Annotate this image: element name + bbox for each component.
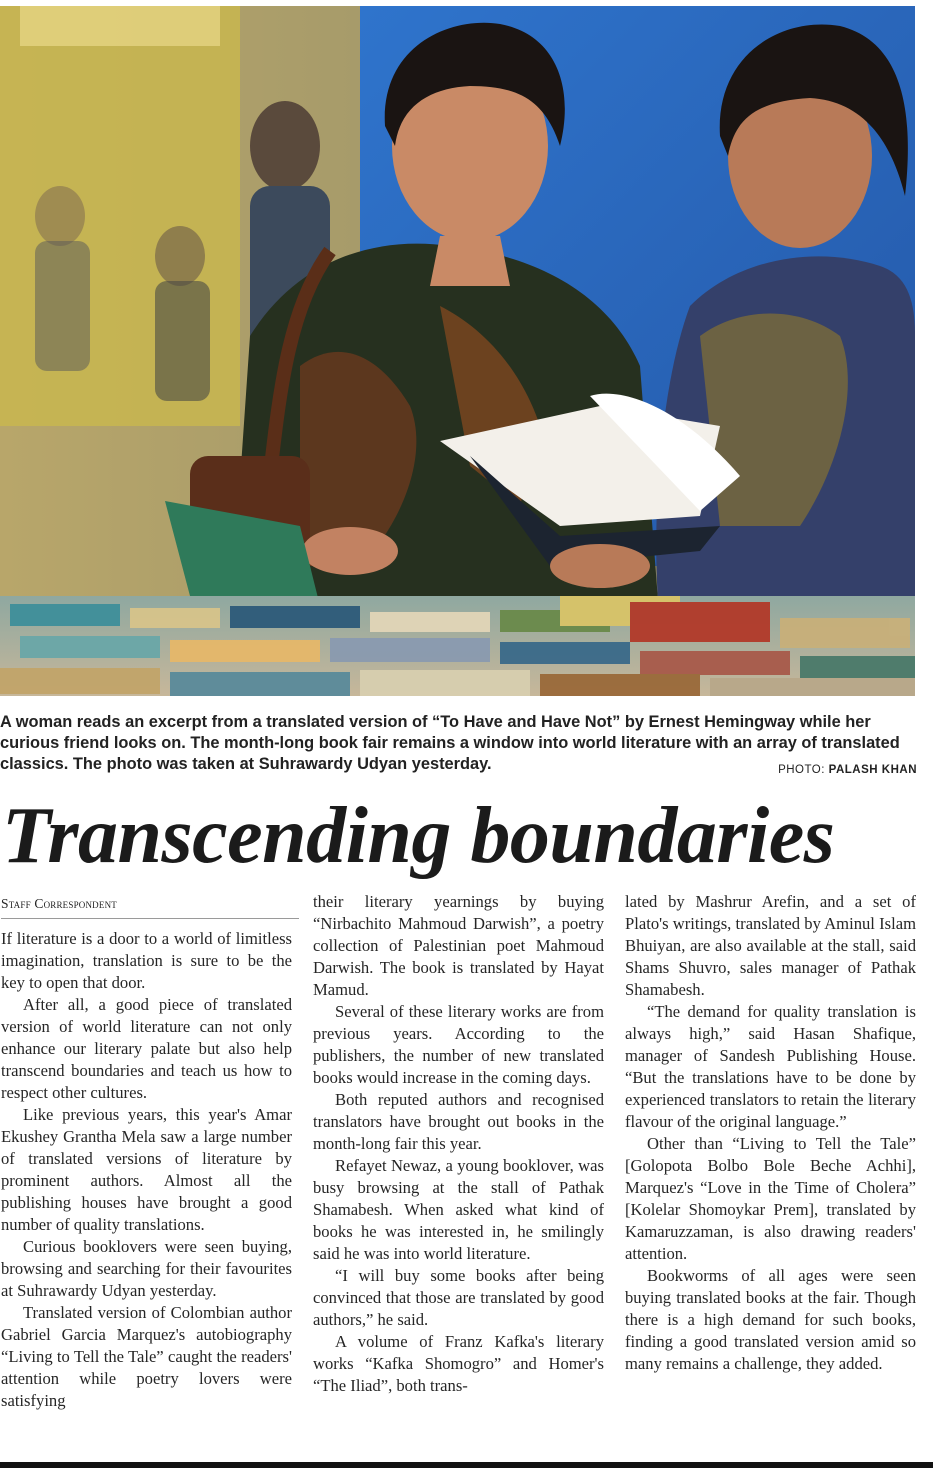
photo-caption: A woman reads an excerpt from a translated version of “To Have and Have Not” by Ernest Hemingway while her curious friend looks on. The month-long book fair remains a window into world literature with an array of translated classics. The photo was taken at Suhrawardy Udyan yesterday. [0,713,900,773]
headline: Transcending boundaries [2,792,835,880]
bottom-rule [0,1462,933,1468]
article-column-2 [313,891,604,1462]
article-column-3 [625,891,916,1462]
paragraph: “The demand for quality translation is always high,” said Hasan Shafique, manager of Sandesh Publishing House. “But the translations have to be done by experienced translators to retain the literary flavour of the original language.” [625,1002,916,1131]
paragraph: Several of these literary works are from previous years. According to the publishers, the number of new translated books would increase in the coming days. [313,1002,604,1087]
paragraph: their literary yearnings by buying “Nirbachito Mahmoud Darwish”, a poetry collection of Palestinian poet Mahmoud Darwish. The book is translated by Hayat Mamud. [313,892,604,999]
byline: Staff Correspondent [1,894,299,919]
paragraph: Both reputed authors and recognised translators have brought out books in the month-long fair this year. [313,1090,604,1153]
paragraph: “I will buy some books after being convinced that those are translated by good authors,” he said. [313,1266,604,1329]
article-column-1 [1,928,292,1462]
news-photo [0,6,915,696]
paragraph: If literature is a door to a world of limitless imagination, translation is sure to be the key to open that door. [1,929,292,992]
paragraph: A volume of Franz Kafka's literary works “Kafka Shomogro” and Homer's “The Iliad”, both trans- [313,1332,604,1395]
photo-image [0,6,915,696]
paragraph: lated by Mashrur Arefin, and a set of Plato's writings, translated by Aminul Islam Bhuiyan, are also available at the stall, said Shams Shuvro, sales manager of Pathak Shamabesh. [625,892,916,999]
photo-credit-label: PHOTO: [778,764,825,776]
paragraph: Translated version of Colombian author Gabriel Garcia Marquez's autobiography “Living to Tell the Tale” caught the readers' attention while poetry lovers were satisfying [1,1303,292,1410]
paragraph: Other than “Living to Tell the Tale” [Golopota Bolbo Bole Beche Achhi], Marquez's “Love in the Time of Cholera” [Kolelar Shomoykar Prem], translated by Kamaruzzaman, is also drawing readers' attention. [625,1134,916,1263]
photo-credit-name: PALASH KHAN [828,764,917,776]
paragraph: After all, a good piece of translated version of world literature can not only enhance our literary palate but also help transcend boundaries and teach us how to respect other cultures. [1,995,292,1102]
paragraph: Bookworms of all ages were seen buying translated books at the fair. Though there is a high demand for such books, finding a good translated version amid so many remains a challenge, they added. [625,1266,916,1373]
paragraph: Refayet Newaz, a young booklover, was busy browsing at the stall of Pathak Shamabesh. When asked what kind of books he was interested in, he smilingly said he was into world literature. [313,1156,604,1263]
paragraph: Curious booklovers were seen buying, browsing and searching for their favourites at Suhrawardy Udyan yesterday. [1,1237,292,1300]
photo-credit [778,764,917,776]
paragraph: Like previous years, this year's Amar Ekushey Grantha Mela saw a large number of translated versions of literature by prominent authors. Almost all the publishing houses have brought a good number of quality translations. [1,1105,292,1234]
